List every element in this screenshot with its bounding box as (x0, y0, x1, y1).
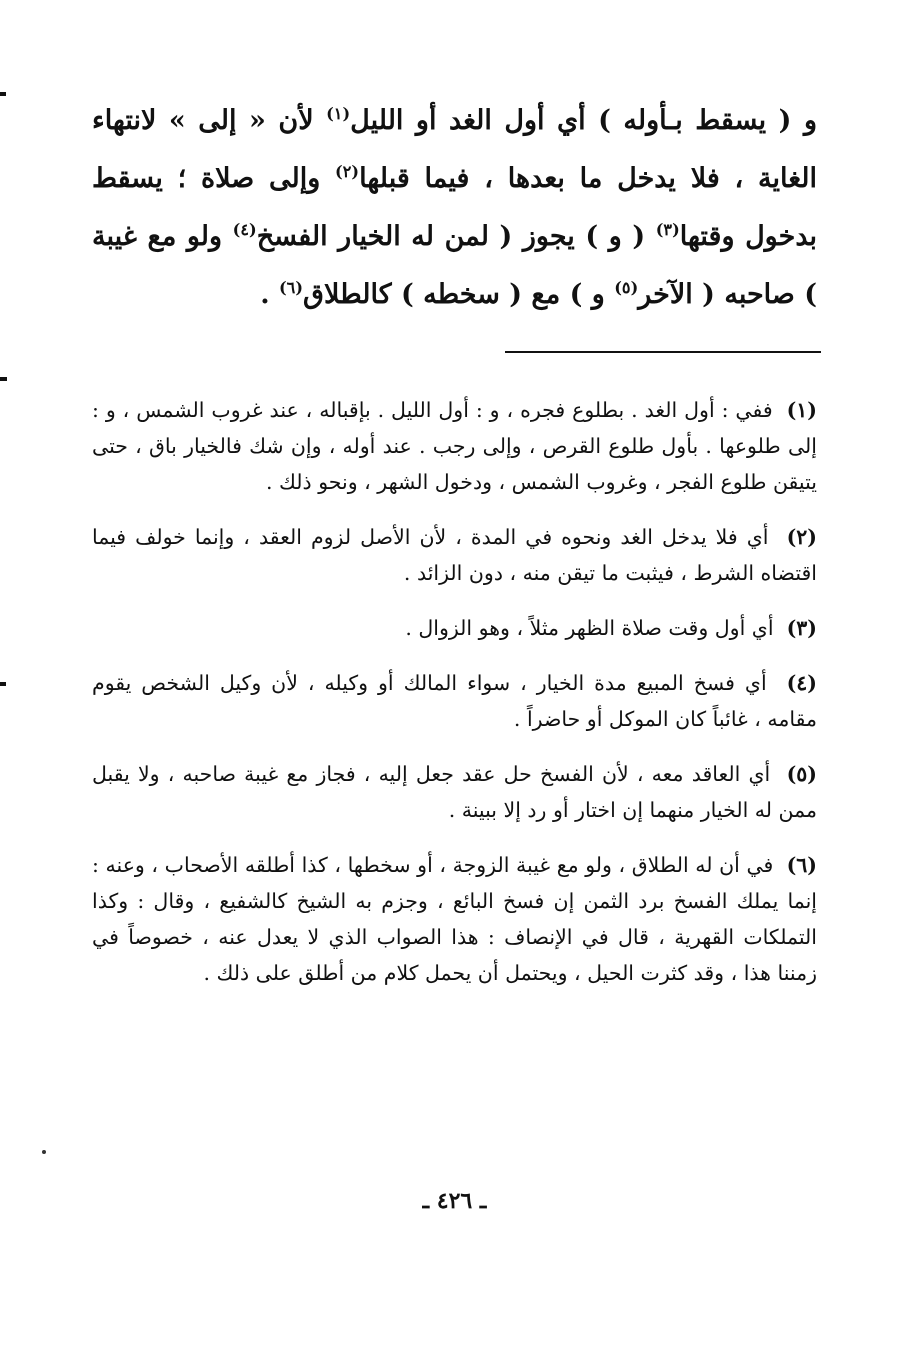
footnote-ref[interactable]: (٥) (614, 278, 639, 297)
scan-edge-mark (0, 92, 6, 96)
footnote-text: أي فسخ المبيع مدة الخيار ، سواء المالك أو وكيله ، لأن وكيل الشخص يقوم مقامه ، غائباً كان الموكل أو حاضراً . (92, 671, 817, 731)
main-text-segment: لأن « إلى » لانتهاء الغاية ، فلا يدخل ما بعدها ، فيما قبلها (92, 105, 817, 194)
main-text-segment: و ) مع ( سخطه ) كالطلاق (303, 279, 615, 310)
footnotes-section (92, 392, 817, 1010)
footnote-5 (92, 756, 817, 828)
footnote-text: أي فلا يدخل الغد ونحوه في المدة ، لأن الأصل لزوم العقد ، وإنما خولف فيما اقتضاه الشرط ، فيثبت ما تيقن منه ، دون الزائد . (92, 525, 817, 585)
footnote-number: (٦) (786, 853, 817, 877)
footnote-number: (٢) (786, 525, 817, 549)
main-text-segment: ( و ) يجوز ( لمن له الخيار الفسخ (256, 221, 656, 252)
footnote-text: ففي : أول الغد . بطلوع فجره ، و : أول الليل . بإقباله ، عند غروب الشمس ، و : إلى طلوعها . بأول طلوع القرص ، وإلى رجب . عند أوله ، وإن شك فالخيار باق ، حتى يتيقن طلوع الفجر ، وغروب الشمس ، ودخول الشهر ، ونحو ذلك . (92, 398, 817, 494)
footnote-ref[interactable]: (١) (326, 104, 351, 123)
footnote-ref[interactable]: (٤) (232, 220, 257, 239)
footnote-number: (٤) (786, 671, 817, 695)
footnote-ref[interactable]: (٦) (279, 278, 304, 297)
footnote-ref[interactable]: (٢) (335, 162, 360, 181)
scan-dot (42, 1150, 46, 1154)
main-text-segment: ولو مع غيبة ) صاحبه ( الآخر (92, 221, 817, 310)
footnote-6 (92, 847, 817, 991)
main-text-segment: وإلى صلاة ؛ يسقط بدخول وقتها (92, 163, 818, 252)
footnote-text: أي العاقد معه ، لأن الفسخ حل عقد جعل إليه ، فجاز مع غيبة صاحبه ، ولا يقبل ممن له الخيار منهما إن اختار أو رد إلا ببينة . (92, 762, 817, 822)
main-text-segment: . (260, 279, 279, 310)
footnote-text: أي أول وقت صلاة الظهر مثلاً ، وهو الزوال . (405, 616, 774, 640)
footnote-number: (١) (786, 398, 817, 422)
scan-edge-mark (0, 682, 6, 686)
scan-edge-mark (0, 377, 7, 381)
main-text-segment: و ( يسقط بـأوله ) أي أول الغد أو الليل (350, 105, 817, 136)
footnote-number: (٥) (786, 762, 817, 786)
main-text (92, 92, 817, 324)
footnote-1 (92, 392, 817, 500)
page-number: ـ ٤٢٦ ـ (422, 1188, 487, 1214)
footnote-ref[interactable]: (٣) (655, 220, 680, 239)
footnote-separator (505, 351, 821, 353)
footnote-2 (92, 519, 817, 591)
footnote-text: في أن له الطلاق ، ولو مع غيبة الزوجة ، أو سخطها ، كذا أطلقه الأصحاب ، وعنه : إنما يملك الفسخ برد الثمن إن فسخ البائع ، وجزم به الشيخ كالشفيع ، وقال : وكذا التملكات القهرية ، قال في الإنصاف : هذا الصواب الذي لا يعدل عنه ، خصوصاً في زمننا هذا ، وقد كثرت الحيل ، ويحتمل أن يحمل كلام من أطلق على ذلك . (92, 853, 817, 985)
footnote-number: (٣) (786, 616, 817, 640)
footnote-3 (92, 610, 817, 646)
footnote-4 (92, 665, 817, 737)
